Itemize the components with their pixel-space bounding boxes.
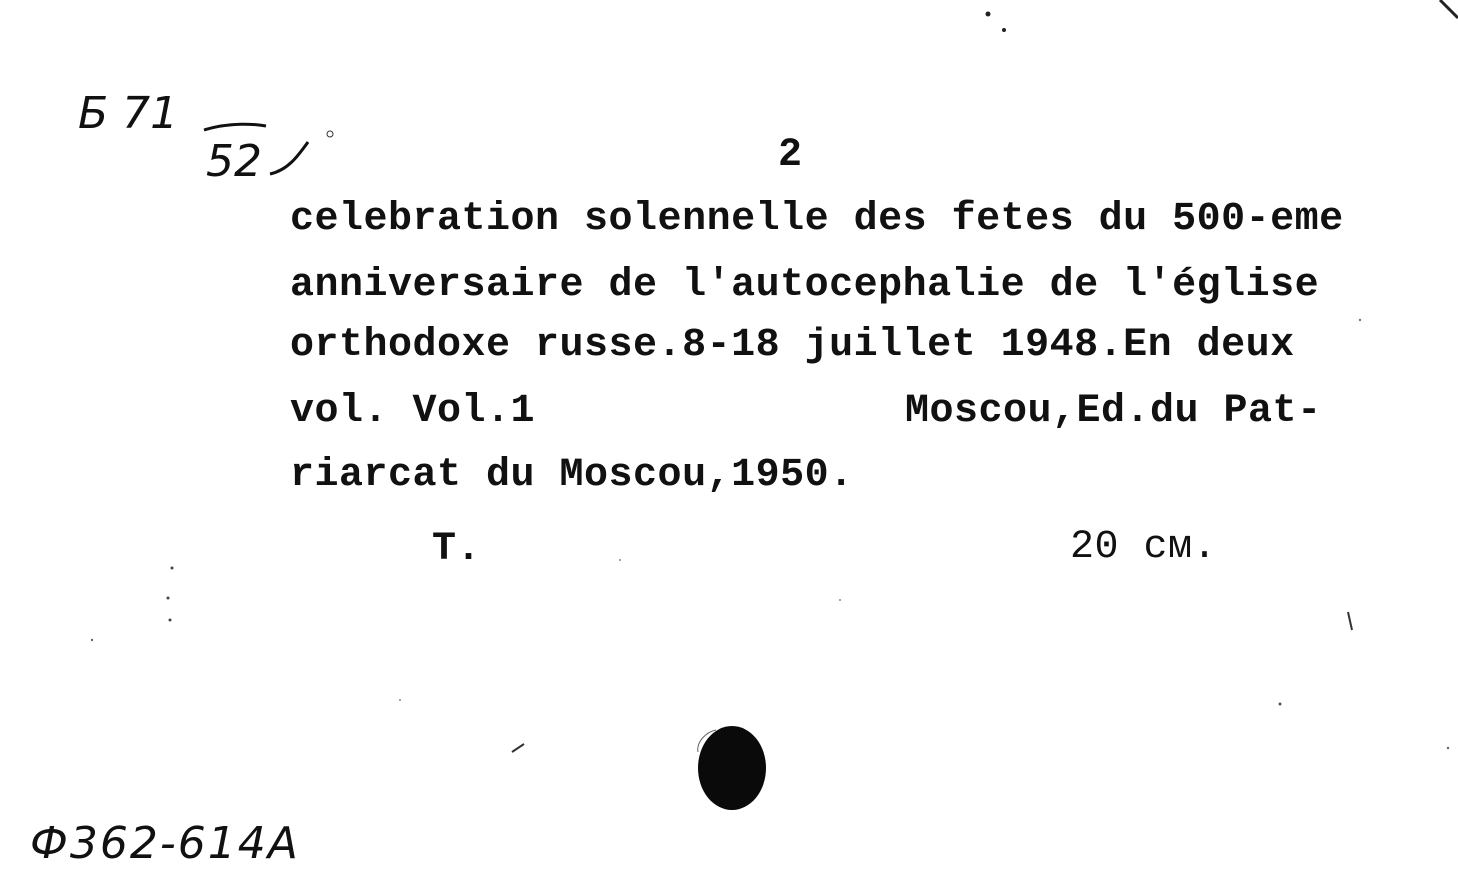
title-line-3: orthodoxe russe.8-18 juillet 1948.En deux	[290, 323, 1295, 368]
volume-label: T.	[432, 527, 482, 572]
imprint-place-publisher: Moscou,Ed.du Pat-	[905, 389, 1322, 434]
size-measure: 20 см.	[1070, 525, 1218, 570]
fraction-denominator: 52	[206, 136, 262, 187]
page-number: 2	[778, 133, 803, 178]
title-line-1: celebration solennelle des fetes du 500-eme	[290, 197, 1344, 242]
title-line-2: anniversaire de l'autocephalie de l'église	[290, 263, 1320, 308]
handwritten-shelfmark	[78, 88, 179, 139]
imprint-continuation: riarcat du Moscou,1950.	[290, 453, 854, 498]
title-line-4: vol. Vol.1	[290, 389, 536, 434]
shelfmark-fraction	[200, 112, 320, 202]
inventory-number: Ф362-614А	[30, 818, 300, 869]
shelfmark-text: Б 71	[78, 88, 179, 139]
punch-hole	[692, 722, 772, 814]
